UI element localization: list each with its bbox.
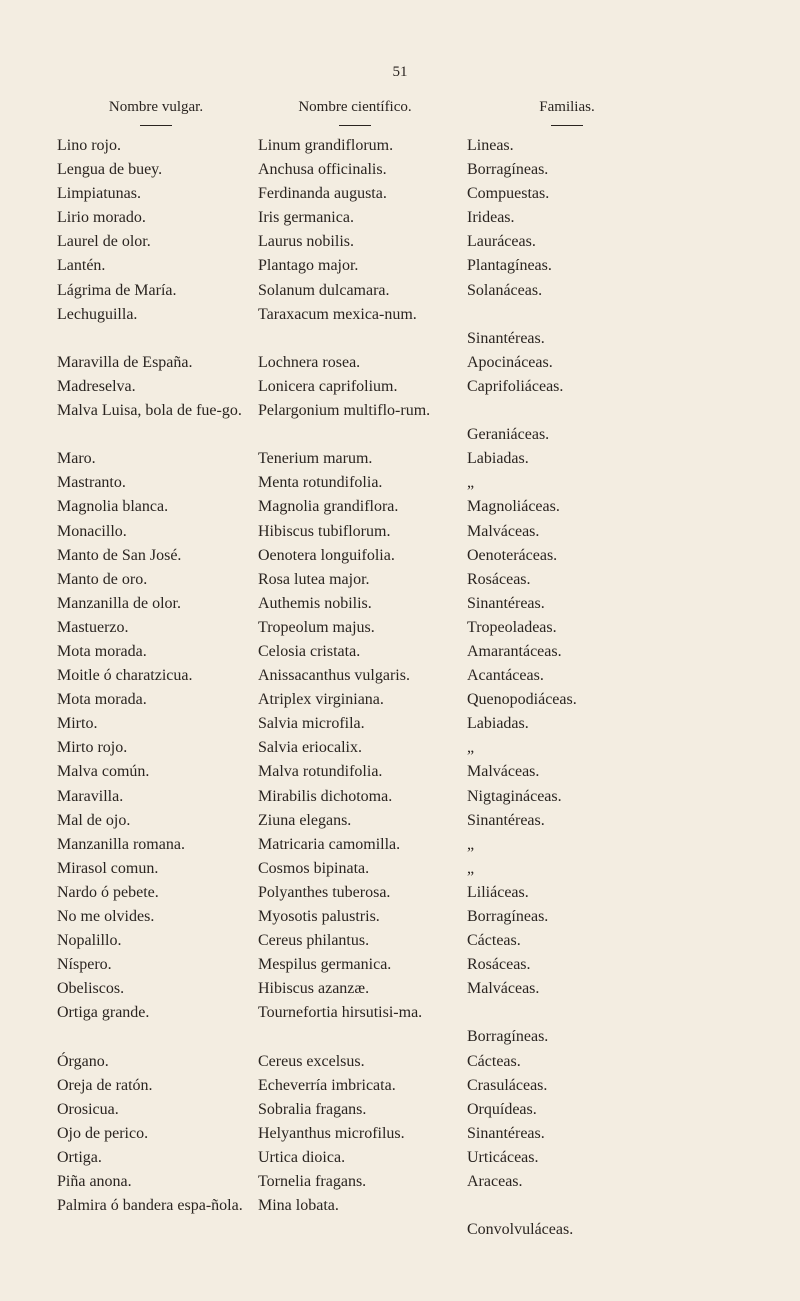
table-row [0, 1050, 800, 1074]
scientific-name-cell: Iris germanica. [258, 209, 354, 227]
table-row [0, 809, 800, 833]
scientific-name-cell: Pelargonium multiflo-rum. [258, 402, 431, 420]
table-row [0, 158, 800, 182]
common-name-cell: Madreselva. [57, 377, 136, 395]
scientific-name-cell: Cereus philantus. [258, 932, 370, 950]
common-name-cell: Mal de ojo. [57, 811, 131, 829]
table-row [0, 1146, 800, 1170]
scientific-name-cell: Oenotera longuifolia. [258, 546, 395, 564]
common-name-cell: Manto de oro. [57, 570, 148, 588]
table-row [0, 1194, 800, 1242]
family-cell: Lineas. [467, 137, 514, 154]
common-name-cell: No me olvides. [57, 908, 155, 925]
family-cell: Sinantéreas. [467, 811, 545, 829]
common-name-cell: Monacillo. [57, 522, 127, 540]
table-row [0, 1001, 800, 1049]
common-name-cell: Nopalillo. [57, 932, 122, 950]
table-row [0, 1074, 800, 1098]
common-name-cell: Lirio morado. [57, 209, 146, 227]
common-name-cell: Ojo de perico. [57, 1124, 149, 1142]
table-row [0, 953, 800, 977]
column-header-vulgar [56, 99, 256, 126]
family-cell: Quenopodiáceas. [467, 691, 577, 709]
common-name-cell: Piña anona. [57, 1173, 132, 1191]
family-cell: Malváceas. [467, 522, 540, 540]
scientific-name-cell: Taraxacum mexica-num. [258, 305, 417, 323]
column-header-vulgar-label: Nombre vulgar. [108, 99, 204, 115]
family-cell: Labiadas. [467, 715, 529, 733]
table-row [0, 399, 800, 447]
scientific-name-cell: Polyanthes tuberosa. [258, 883, 391, 901]
common-name-cell: Lantén. [57, 257, 106, 275]
common-name-cell: Nardo ó pebete. [57, 883, 159, 901]
table-row [0, 712, 800, 736]
family-cell: „ [467, 835, 475, 853]
table-row [0, 279, 800, 303]
table-row [0, 785, 800, 809]
scientific-name-cell: Salvia eriocalix. [258, 739, 362, 757]
common-name-cell: Ortiga. [57, 1148, 102, 1166]
family-cell: Irideas. [467, 209, 515, 227]
scientific-name-cell: Menta rotundifolia. [258, 474, 383, 492]
family-cell: Apocináceas. [467, 353, 553, 371]
common-name-cell: Laurel de olor. [57, 233, 151, 251]
header-rule [140, 125, 172, 126]
table-row [0, 254, 800, 278]
common-name-cell: Maravilla de España. [57, 353, 193, 371]
scientific-name-cell: Laurus nobilis. [258, 233, 354, 251]
table-row [0, 447, 800, 471]
common-name-cell: Magnolia blanca. [57, 498, 169, 516]
scientific-name-cell: Tropeolum majus. [258, 618, 375, 636]
table-row [0, 471, 800, 495]
family-cell: Compuestas. [467, 185, 550, 203]
common-name-cell: Lengua de buey. [57, 161, 163, 179]
table-row [0, 351, 800, 375]
table-row [0, 760, 800, 784]
common-name-cell: Mota morada. [57, 691, 147, 709]
scientific-name-cell: Mina lobata. [258, 1197, 339, 1215]
table-row [0, 640, 800, 664]
family-cell: Nigtagináceas. [467, 787, 562, 805]
common-name-cell: Orosicua. [57, 1100, 119, 1118]
scientific-name-cell: Anissacanthus vulgaris. [258, 667, 410, 685]
table-row [0, 303, 800, 351]
family-cell: Malváceas. [467, 763, 540, 781]
family-cell: Sinantéreas. [467, 1124, 545, 1142]
table-row [0, 688, 800, 712]
family-cell: Araceas. [467, 1173, 523, 1191]
scientific-name-cell: Authemis nobilis. [258, 594, 372, 612]
common-name-cell: Lechuguilla. [57, 305, 138, 323]
common-name-cell: Palmira ó bandera espa-ñola. [57, 1197, 243, 1215]
common-name-cell: Obeliscos. [57, 980, 125, 998]
family-cell: Orquídeas. [467, 1100, 537, 1118]
common-name-cell: Limpiatunas. [57, 185, 141, 203]
table-row [0, 375, 800, 399]
table-row [0, 881, 800, 905]
scientific-name-cell: Magnolia grandiflora. [258, 498, 399, 516]
family-cell: Caprifoliáceas. [467, 377, 564, 395]
scientific-name-cell: Malva rotundifolia. [258, 763, 383, 781]
common-name-cell: Manto de San José. [57, 546, 182, 564]
common-name-cell: Mirto rojo. [57, 739, 128, 757]
scientific-name-cell: Lochnera rosea. [258, 353, 361, 371]
table-row [0, 1170, 800, 1194]
table-row [0, 568, 800, 592]
table-row [0, 206, 800, 230]
scientific-name-cell: Hibiscus tubiflorum. [258, 522, 391, 540]
scientific-name-cell: Matricaria camomilla. [258, 835, 401, 853]
header-rule [551, 125, 583, 126]
family-cell: Sinantéreas. [467, 329, 545, 347]
family-cell: Magnoliáceas. [467, 498, 560, 516]
scientific-name-cell: Cosmos bipinata. [258, 859, 370, 877]
plant-table [0, 134, 800, 1242]
family-cell: Convolvuláceas. [467, 1221, 574, 1239]
table-row [0, 664, 800, 688]
scientific-name-cell: Anchusa officinalis. [258, 161, 387, 179]
table-row [0, 182, 800, 206]
common-name-cell: Órgano. [57, 1052, 109, 1070]
family-cell: Liliáceas. [467, 883, 529, 901]
family-cell: „ [467, 859, 475, 877]
scientific-name-cell: Tournefortia hirsutisi-ma. [258, 1004, 423, 1022]
scientific-name-cell: Myosotis palustris. [258, 908, 380, 925]
common-name-cell: Mota morada. [57, 642, 147, 660]
family-cell: Geraniáceas. [467, 426, 550, 444]
family-cell: Urticáceas. [467, 1148, 539, 1166]
column-header-cientifico [255, 99, 455, 126]
scientific-name-cell: Ferdinanda augusta. [258, 185, 387, 203]
family-cell: Sinantéreas. [467, 594, 545, 612]
common-name-cell: Maravilla. [57, 787, 124, 805]
table-row [0, 592, 800, 616]
family-cell: Acantáceas. [467, 667, 544, 685]
common-name-cell: Mirto. [57, 715, 98, 733]
family-cell: Cácteas. [467, 932, 521, 950]
scientific-name-cell: Hibiscus azanzæ. [258, 980, 370, 998]
scientific-name-cell: Mirabilis dichotoma. [258, 787, 393, 805]
table-row [0, 230, 800, 254]
scientific-name-cell: Rosa lutea major. [258, 570, 370, 588]
scientific-name-cell: Salvia microfila. [258, 715, 365, 733]
column-header-cientifico-label: Nombre científico. [298, 99, 412, 115]
common-name-cell: Níspero. [57, 956, 112, 974]
family-cell: Labiadas. [467, 450, 529, 468]
family-cell: Solanáceas. [467, 281, 543, 299]
scientific-name-cell: Urtica dioica. [258, 1148, 346, 1166]
scientific-name-cell: Lonicera caprifolium. [258, 377, 398, 395]
scientific-name-cell: Celosia cristata. [258, 642, 361, 660]
family-cell: Borragíneas. [467, 161, 549, 179]
table-row [0, 1122, 800, 1146]
scientific-name-cell: Atriplex virginiana. [258, 691, 384, 709]
scientific-name-cell: Echeverría imbricata. [258, 1076, 396, 1094]
family-cell: Oenoteráceas. [467, 546, 558, 564]
common-name-cell: Lino rojo. [57, 137, 121, 154]
family-cell: Tropeoladeas. [467, 618, 557, 636]
table-row [0, 833, 800, 857]
common-name-cell: Moitle ó charatzicua. [57, 667, 193, 685]
table-row [0, 134, 800, 158]
common-name-cell: Mastranto. [57, 474, 126, 492]
common-name-cell: Malva Luisa, bola de fue-go. [57, 402, 242, 420]
table-row [0, 1098, 800, 1122]
table-row [0, 495, 800, 519]
family-cell: „ [467, 739, 475, 757]
common-name-cell: Manzanilla de olor. [57, 594, 181, 612]
header-rule [339, 125, 371, 126]
family-cell: Borragíneas. [467, 908, 549, 925]
scientific-name-cell: Tenerium marum. [258, 450, 373, 468]
scientific-name-cell: Ziuna elegans. [258, 811, 352, 829]
scientific-name-cell: Sobralia fragans. [258, 1100, 367, 1118]
family-cell: Rosáceas. [467, 956, 531, 974]
common-name-cell: Manzanilla romana. [57, 835, 185, 853]
family-cell: Rosáceas. [467, 570, 531, 588]
table-row [0, 905, 800, 929]
table-row [0, 616, 800, 640]
table-row [0, 929, 800, 953]
scientific-name-cell: Linum grandiflorum. [258, 137, 394, 154]
common-name-cell: Malva común. [57, 763, 150, 781]
scientific-name-cell: Helyanthus microfilus. [258, 1124, 405, 1142]
table-row [0, 977, 800, 1001]
common-name-cell: Lágrima de María. [57, 281, 177, 299]
column-header-familias-label: Familias. [539, 99, 595, 115]
family-cell: Lauráceas. [467, 233, 536, 251]
scientific-name-cell: Tornelia fragans. [258, 1173, 367, 1191]
family-cell: Malváceas. [467, 980, 540, 998]
table-row [0, 544, 800, 568]
common-name-cell: Oreja de ratón. [57, 1076, 153, 1094]
family-cell: Cácteas. [467, 1052, 521, 1070]
common-name-cell: Mastuerzo. [57, 618, 129, 636]
family-cell: Plantagíneas. [467, 257, 552, 275]
family-cell: Crasuláceas. [467, 1076, 548, 1094]
scientific-name-cell: Cereus excelsus. [258, 1052, 365, 1070]
table-row [0, 736, 800, 760]
scientific-name-cell: Plantago major. [258, 257, 359, 275]
common-name-cell: Ortiga grande. [57, 1004, 150, 1022]
scientific-name-cell: Mespilus germanica. [258, 956, 392, 974]
column-header-familias [462, 99, 672, 126]
family-cell: Borragíneas. [467, 1028, 549, 1046]
table-row [0, 857, 800, 881]
table-row [0, 520, 800, 544]
common-name-cell: Maro. [57, 450, 96, 468]
page-number: 51 [392, 64, 408, 80]
common-name-cell: Mirasol comun. [57, 859, 159, 877]
family-cell: „ [467, 474, 475, 492]
family-cell: Amarantáceas. [467, 642, 562, 660]
scientific-name-cell: Solanum dulcamara. [258, 281, 390, 299]
